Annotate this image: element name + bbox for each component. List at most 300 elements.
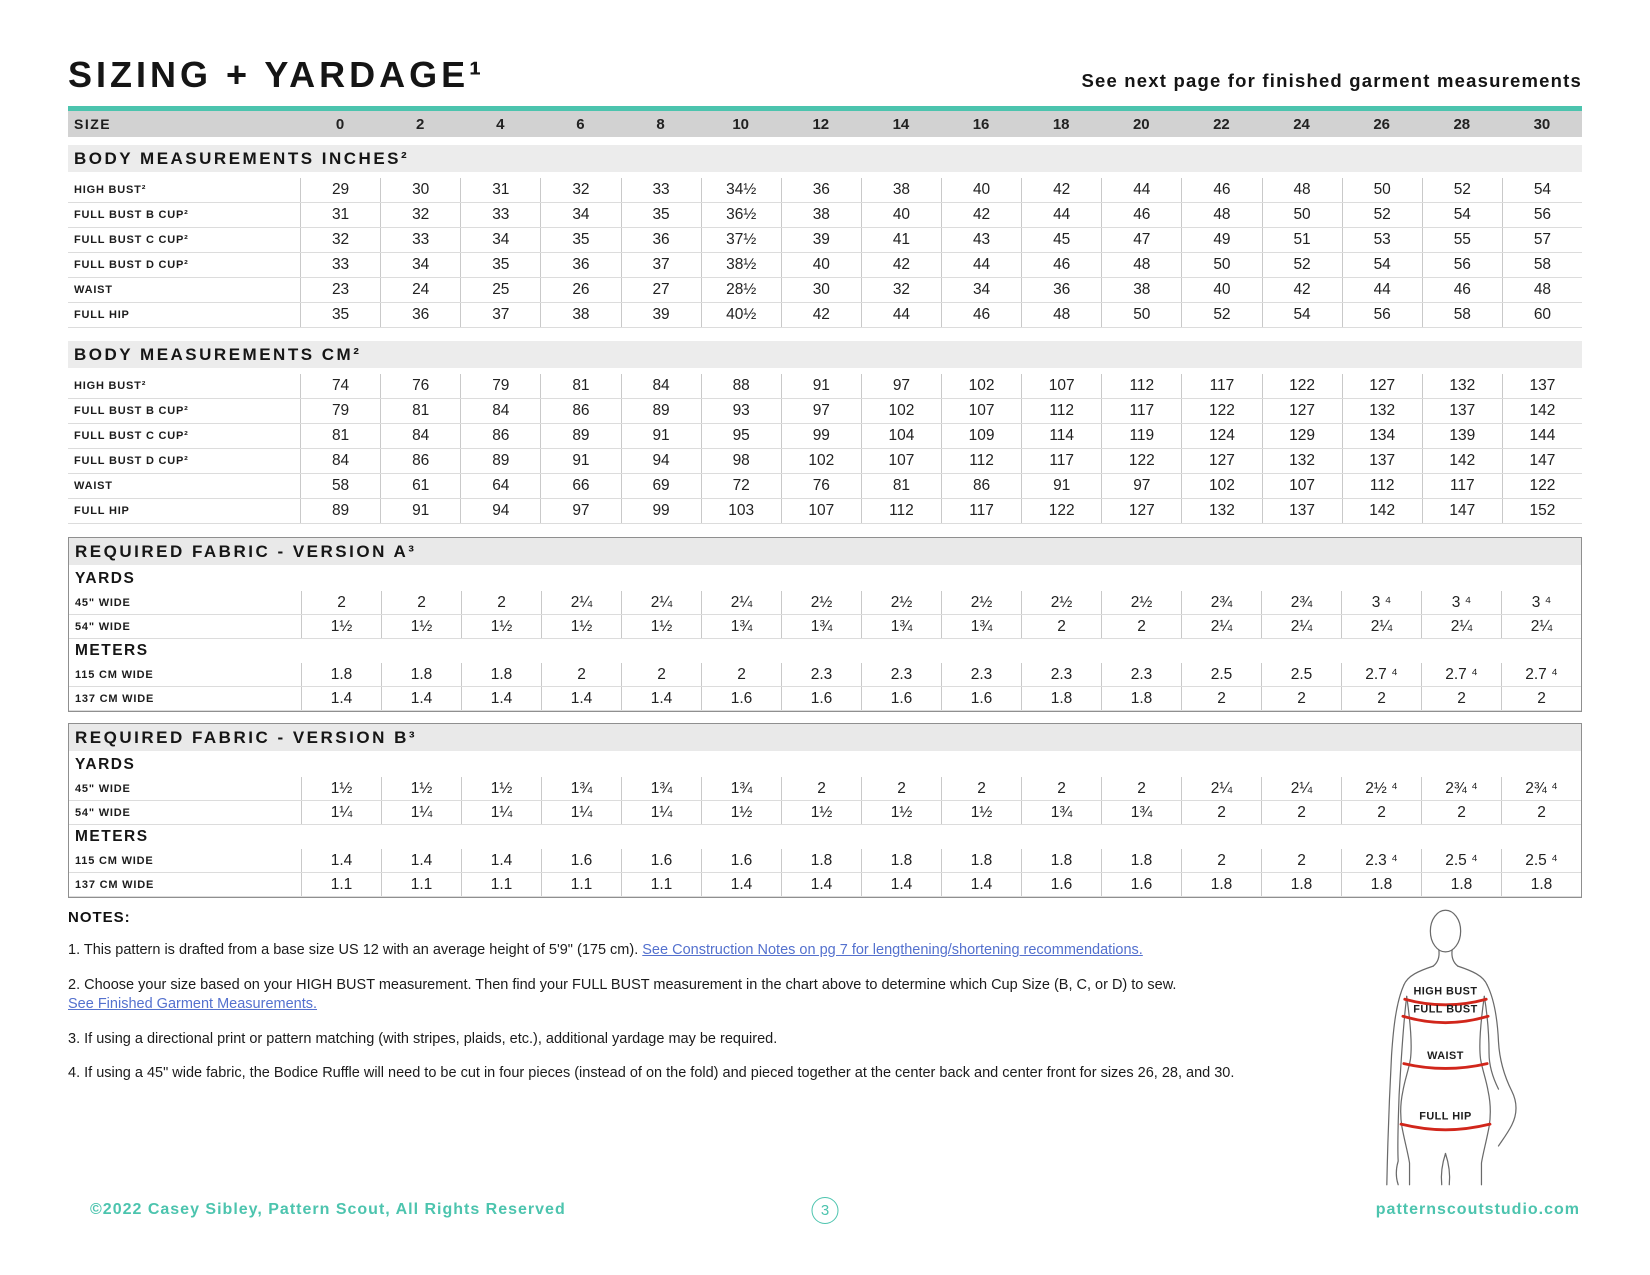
table-cell: 44	[861, 303, 941, 327]
table-cell: 76	[781, 474, 861, 498]
table-cell: 1¾	[1101, 801, 1181, 824]
table-cell: 40	[1181, 278, 1261, 302]
table-cell: 35	[300, 303, 380, 327]
table-cell: 89	[460, 449, 540, 473]
table-cell: 107	[1021, 374, 1101, 398]
table-cell: 1.8	[461, 663, 541, 686]
table-cell: 2.7 ⁴	[1341, 663, 1421, 686]
table-cell: 58	[1422, 303, 1502, 327]
table-cell: 2¾ ⁴	[1421, 777, 1501, 800]
size-header-cell: 18	[1052, 115, 1070, 133]
table-cell: 2.5	[1261, 663, 1341, 686]
table-cell: 1.1	[381, 873, 461, 896]
figure-outline	[1387, 910, 1516, 1184]
table-cell: 2	[461, 591, 541, 614]
table-cell: 1.4	[541, 687, 621, 710]
table-cell: 1.6	[941, 687, 1021, 710]
table-cell: 81	[380, 399, 460, 423]
table-cell: 84	[300, 449, 380, 473]
table-cell: 43	[941, 228, 1021, 252]
table-cell: 81	[300, 424, 380, 448]
table-cell: 1½	[461, 615, 541, 638]
table-cell: 2¼	[1181, 777, 1261, 800]
table-row	[69, 801, 1581, 825]
row-label: 115 CM WIDE	[75, 668, 154, 681]
table-cell: 69	[621, 474, 701, 498]
table-cell: 58	[300, 474, 380, 498]
table-cell: 1¼	[541, 801, 621, 824]
table-cell: 1.4	[461, 849, 541, 872]
table-cell: 2½	[1101, 591, 1181, 614]
table-cell: 23	[300, 278, 380, 302]
table-cell: 1.6	[541, 849, 621, 872]
table-cell: 2	[621, 663, 701, 686]
table-cell: 1.1	[461, 873, 541, 896]
footer	[0, 1197, 1650, 1227]
table-cell: 132	[1181, 499, 1261, 523]
note-link[interactable]: See Finished Garment Measurements.	[68, 996, 318, 1013]
table-cell: 1¾	[701, 777, 781, 800]
table-cell: 50	[1101, 303, 1181, 327]
table-cell: 51	[1262, 228, 1342, 252]
size-header-cell: 6	[576, 115, 585, 133]
table-cell: 49	[1181, 228, 1261, 252]
table-cell: 44	[1021, 203, 1101, 227]
fabric-unit-subheader: YARDS	[75, 756, 136, 773]
table-cell: 2.5 ⁴	[1421, 849, 1501, 872]
table-cell: 2¼	[701, 591, 781, 614]
table-cell: 64	[460, 474, 540, 498]
table-cell: 2¼	[1341, 615, 1421, 638]
table-cell: 122	[1262, 374, 1342, 398]
table-cell: 112	[1021, 399, 1101, 423]
table-row	[68, 449, 1582, 474]
table-cell: 39	[621, 303, 701, 327]
table-cell: 2	[701, 663, 781, 686]
table-cell: 37	[460, 303, 540, 327]
table-cell: 132	[1342, 399, 1422, 423]
table-row	[68, 253, 1582, 278]
full-hip-line	[1401, 1124, 1490, 1130]
table-row	[68, 228, 1582, 253]
table-cell: 137	[1262, 499, 1342, 523]
table-cell: 104	[861, 424, 941, 448]
table-cell: 24	[380, 278, 460, 302]
table-cell: 2	[1421, 687, 1501, 710]
table-cell: 52	[1181, 303, 1261, 327]
table-cell: 2¼	[541, 591, 621, 614]
table-cell: 34	[941, 278, 1021, 302]
table-cell: 1½	[701, 801, 781, 824]
table-cell: 127	[1262, 399, 1342, 423]
fabric-unit-subheader: METERS	[75, 642, 149, 659]
table-cell: 35	[621, 203, 701, 227]
section-fabric-version-b	[68, 723, 1582, 898]
notes-heading: NOTES:	[68, 909, 131, 926]
table-cell: 1½	[461, 777, 541, 800]
table-cell: 84	[460, 399, 540, 423]
table-cell: 33	[460, 203, 540, 227]
size-header-cell: 22	[1213, 115, 1230, 133]
row-label: FULL BUST D CUP²	[74, 455, 189, 467]
table-cell: 1.4	[701, 873, 781, 896]
table-cell: 122	[1021, 499, 1101, 523]
table-cell: 1.8	[1101, 687, 1181, 710]
table-cell: 1¾	[861, 615, 941, 638]
table-row	[68, 399, 1582, 424]
table-cell: 56	[1422, 253, 1502, 277]
row-label: FULL BUST B CUP²	[74, 405, 189, 417]
table-cell: 112	[861, 499, 941, 523]
table-cell: 1¾	[1021, 801, 1101, 824]
table-cell: 2½	[941, 591, 1021, 614]
table-cell: 1½	[861, 801, 941, 824]
section-title: REQUIRED FABRIC - VERSION B³	[69, 724, 1581, 751]
table-cell: 48	[1502, 278, 1582, 302]
table-cell: 97	[781, 399, 861, 423]
table-cell: 2	[1341, 687, 1421, 710]
size-header-cell: 0	[335, 115, 345, 133]
table-cell: 86	[941, 474, 1021, 498]
table-cell: 40½	[701, 303, 781, 327]
table-cell: 46	[1181, 178, 1261, 202]
table-row	[69, 663, 1581, 687]
table-cell: 56	[1502, 203, 1582, 227]
table-cell: 29	[300, 178, 380, 202]
table-cell: 112	[1101, 374, 1181, 398]
table-cell: 2.3	[1021, 663, 1101, 686]
table-cell: 48	[1262, 178, 1342, 202]
table-cell: 2	[781, 777, 861, 800]
table-cell: 36	[1021, 278, 1101, 302]
size-header-cell: 30	[1533, 115, 1551, 133]
table-cell: 1.6	[1101, 873, 1181, 896]
table-cell: 27	[621, 278, 701, 302]
table-cell: 137	[1502, 374, 1582, 398]
table-cell: 45	[1021, 228, 1101, 252]
table-cell: 2.3	[1101, 663, 1181, 686]
table-cell: 1.8	[781, 849, 861, 872]
size-header-cell: 16	[972, 115, 990, 133]
section-body-cm	[68, 341, 1582, 524]
size-header-cell: 2	[416, 115, 425, 133]
size-header-cell: 12	[812, 115, 830, 133]
table-cell: 124	[1181, 424, 1261, 448]
table-cell: 42	[861, 253, 941, 277]
sizing-tables	[68, 145, 1582, 898]
table-cell: 37½	[701, 228, 781, 252]
size-header-cell: 8	[656, 115, 665, 133]
table-cell: 2	[1501, 687, 1581, 710]
size-header-cell: 24	[1293, 115, 1310, 133]
table-cell: 38	[540, 303, 620, 327]
table-cell: 38	[861, 178, 941, 202]
table-cell: 2¾	[1261, 591, 1341, 614]
table-cell: 1.6	[1021, 873, 1101, 896]
table-cell: 55	[1422, 228, 1502, 252]
table-cell: 1¾	[781, 615, 861, 638]
table-cell: 2½	[781, 591, 861, 614]
table-cell: 50	[1181, 253, 1261, 277]
waist-label: WAIST	[1427, 1049, 1464, 1062]
table-cell: 1¼	[381, 801, 461, 824]
row-label: WAIST	[74, 284, 113, 296]
table-cell: 42	[1021, 178, 1101, 202]
table-cell: 37	[621, 253, 701, 277]
table-cell: 1.6	[781, 687, 861, 710]
table-cell: 48	[1101, 253, 1181, 277]
table-cell: 132	[1422, 374, 1502, 398]
table-cell: 117	[1422, 474, 1502, 498]
table-cell: 134	[1342, 424, 1422, 448]
section-body-inches	[68, 145, 1582, 328]
table-cell: 2¼	[1261, 777, 1341, 800]
table-cell: 1½	[301, 777, 381, 800]
table-cell: 2¼	[1181, 615, 1261, 638]
size-header-cell: 4	[496, 115, 505, 133]
table-cell: 89	[540, 424, 620, 448]
table-cell: 31	[460, 178, 540, 202]
section-title: BODY MEASUREMENTS CM²	[68, 341, 1582, 368]
table-cell: 32	[300, 228, 380, 252]
table-cell: 1.8	[381, 663, 461, 686]
table-cell: 93	[701, 399, 781, 423]
row-label: 54" WIDE	[75, 806, 131, 819]
table-cell: 97	[861, 374, 941, 398]
fabric-unit-subheader: METERS	[75, 828, 149, 845]
table-cell: 1.4	[621, 687, 701, 710]
table-cell: 99	[621, 499, 701, 523]
table-cell: 94	[621, 449, 701, 473]
table-cell: 1.1	[541, 873, 621, 896]
table-cell: 33	[380, 228, 460, 252]
table-row	[68, 424, 1582, 449]
table-cell: 1¼	[301, 801, 381, 824]
table-cell: 33	[300, 253, 380, 277]
table-cell: 2.3	[941, 663, 1021, 686]
table-cell: 2½ ⁴	[1341, 777, 1421, 800]
table-cell: 1.8	[1501, 873, 1581, 896]
note-item: 4. If using a 45" wide fabric, the Bodice Ruffle will need to be cut in four pieces (instead of on the fold) and pieced together at the center back and center front for sizes 26, 28, and 30.	[68, 1065, 1235, 1082]
table-cell: 98	[701, 449, 781, 473]
size-header-cell: 28	[1453, 115, 1471, 133]
table-cell: 46	[1422, 278, 1502, 302]
table-cell: 1.8	[1021, 687, 1101, 710]
table-cell: 2	[1501, 801, 1581, 824]
header	[68, 54, 1582, 96]
table-cell: 99	[781, 424, 861, 448]
table-cell: 2½	[861, 591, 941, 614]
table-cell: 2	[1181, 687, 1261, 710]
table-cell: 2¼	[1261, 615, 1341, 638]
note-item: 3. If using a directional print or pattern matching (with stripes, plaids, etc.), additional yardage may be required.	[68, 1030, 778, 1047]
table-cell: 1.8	[1101, 849, 1181, 872]
table-cell: 36	[540, 253, 620, 277]
table-cell: 44	[1101, 178, 1181, 202]
size-header-cell: 26	[1373, 115, 1391, 133]
table-cell: 2	[1021, 615, 1101, 638]
table-cell: 66	[540, 474, 620, 498]
table-cell: 2¼	[621, 591, 701, 614]
table-cell: 2¼	[1501, 615, 1581, 638]
note-item: 2. Choose your size based on your HIGH BUST measurement. Then find your FULL BUST measurement in the chart above to determine which Cup Size (B, C, or D) to sew. See Finished Garment Measurements.	[68, 976, 1177, 1013]
table-cell: 2¾ ⁴	[1501, 777, 1581, 800]
table-cell: 2	[1421, 801, 1501, 824]
table-cell: 47	[1101, 228, 1181, 252]
table-cell: 1½	[541, 615, 621, 638]
table-cell: 119	[1101, 424, 1181, 448]
table-cell: 1.8	[1261, 873, 1341, 896]
table-cell: 112	[1342, 474, 1422, 498]
table-cell: 76	[380, 374, 460, 398]
table-cell: 32	[540, 178, 620, 202]
row-label: FULL BUST C CUP²	[74, 234, 189, 246]
table-cell: 122	[1502, 474, 1582, 498]
table-cell: 44	[941, 253, 1021, 277]
table-cell: 2	[861, 777, 941, 800]
table-cell: 2.7 ⁴	[1501, 663, 1581, 686]
website-link[interactable]: patternscoutstudio.com	[1375, 1201, 1580, 1218]
table-cell: 2.3	[781, 663, 861, 686]
copyright-text: ©2022 Casey Sibley, Pattern Scout, All Rights Reserved	[90, 1201, 566, 1218]
table-cell: 2.5	[1181, 663, 1261, 686]
table-cell: 127	[1181, 449, 1261, 473]
high-bust-label: HIGH BUST	[1413, 985, 1478, 998]
table-cell: 1¼	[621, 801, 701, 824]
table-row	[69, 591, 1581, 615]
body-measurement-diagram	[1313, 905, 1578, 1190]
table-cell: 2	[1261, 849, 1341, 872]
table-cell: 2	[1101, 615, 1181, 638]
table-cell: 53	[1342, 228, 1422, 252]
table-cell: 1.4	[861, 873, 941, 896]
table-cell: 38	[1101, 278, 1181, 302]
table-row	[69, 777, 1581, 801]
table-cell: 117	[1021, 449, 1101, 473]
row-label: HIGH BUST²	[74, 380, 147, 392]
table-cell: 94	[460, 499, 540, 523]
table-cell: 54	[1262, 303, 1342, 327]
table-cell: 42	[941, 203, 1021, 227]
row-label: 115 CM WIDE	[75, 854, 154, 867]
table-cell: 103	[701, 499, 781, 523]
table-cell: 30	[380, 178, 460, 202]
table-cell: 2.5 ⁴	[1501, 849, 1581, 872]
note-link[interactable]: See Construction Notes on pg 7 for lengthening/shortening recommendations.	[642, 942, 1143, 958]
table-cell: 58	[1502, 253, 1582, 277]
section-title: BODY MEASUREMENTS INCHES²	[68, 145, 1582, 172]
table-row	[68, 203, 1582, 228]
table-cell: 1.4	[381, 687, 461, 710]
table-cell: 147	[1502, 449, 1582, 473]
table-cell: 88	[701, 374, 781, 398]
table-cell: 1¼	[461, 801, 541, 824]
table-cell: 142	[1422, 449, 1502, 473]
table-cell: 36	[781, 178, 861, 202]
table-cell: 74	[300, 374, 380, 398]
table-cell: 89	[300, 499, 380, 523]
table-cell: 1¾	[541, 777, 621, 800]
table-cell: 1.1	[621, 873, 701, 896]
table-row	[68, 474, 1582, 499]
table-cell: 1.4	[461, 687, 541, 710]
table-cell: 44	[1342, 278, 1422, 302]
row-label: FULL HIP	[74, 309, 130, 321]
table-cell: 3 ⁴	[1341, 591, 1421, 614]
table-cell: 1½	[381, 777, 461, 800]
table-cell: 102	[941, 374, 1021, 398]
table-cell: 1.6	[861, 687, 941, 710]
table-cell: 28½	[701, 278, 781, 302]
table-cell: 112	[941, 449, 1021, 473]
table-cell: 84	[380, 424, 460, 448]
table-cell: 129	[1262, 424, 1342, 448]
table-row	[68, 303, 1582, 328]
table-cell: 79	[460, 374, 540, 398]
table-cell: 1.8	[861, 849, 941, 872]
table-cell: 1½	[941, 801, 1021, 824]
table-cell: 54	[1342, 253, 1422, 277]
table-cell: 1¾	[621, 777, 701, 800]
table-cell: 2	[941, 777, 1021, 800]
table-cell: 2.3	[861, 663, 941, 686]
table-row	[68, 278, 1582, 303]
table-cell: 91	[540, 449, 620, 473]
size-header-cell: 20	[1132, 115, 1150, 133]
table-cell: 36	[380, 303, 460, 327]
table-cell: 89	[621, 399, 701, 423]
table-cell: 132	[1262, 449, 1342, 473]
table-cell: 102	[1181, 474, 1261, 498]
row-label: 137 CM WIDE	[75, 878, 155, 891]
table-cell: 35	[540, 228, 620, 252]
table-cell: 107	[861, 449, 941, 473]
table-cell: 3 ⁴	[1421, 591, 1501, 614]
notes-section	[68, 909, 1258, 1084]
table-cell: 1¾	[941, 615, 1021, 638]
table-cell: 32	[380, 203, 460, 227]
table-cell: 1½	[381, 615, 461, 638]
table-cell: 1.6	[621, 849, 701, 872]
table-cell: 1.4	[381, 849, 461, 872]
fabric-unit-subheader: YARDS	[75, 570, 136, 587]
table-cell: 46	[1021, 253, 1101, 277]
row-label: 45" WIDE	[75, 596, 131, 609]
table-cell: 1¾	[701, 615, 781, 638]
size-header-cell: 14	[892, 115, 910, 133]
table-cell: 122	[1101, 449, 1181, 473]
table-cell: 1½	[781, 801, 861, 824]
table-cell: 1.8	[301, 663, 381, 686]
table-row	[69, 615, 1581, 639]
row-label: HIGH BUST²	[74, 184, 147, 196]
page-title: SIZING + YARDAGE¹	[68, 54, 486, 95]
table-cell: 114	[1021, 424, 1101, 448]
table-cell: 72	[701, 474, 781, 498]
table-cell: 1.6	[701, 687, 781, 710]
table-cell: 39	[781, 228, 861, 252]
table-cell: 2¾	[1181, 591, 1261, 614]
table-row	[69, 873, 1581, 897]
table-cell: 144	[1502, 424, 1582, 448]
table-cell: 46	[1101, 203, 1181, 227]
table-cell: 1.4	[301, 849, 381, 872]
table-cell: 56	[1342, 303, 1422, 327]
table-row	[69, 687, 1581, 711]
table-cell: 2	[541, 663, 621, 686]
table-cell: 2	[1101, 777, 1181, 800]
table-cell: 2	[1181, 849, 1261, 872]
